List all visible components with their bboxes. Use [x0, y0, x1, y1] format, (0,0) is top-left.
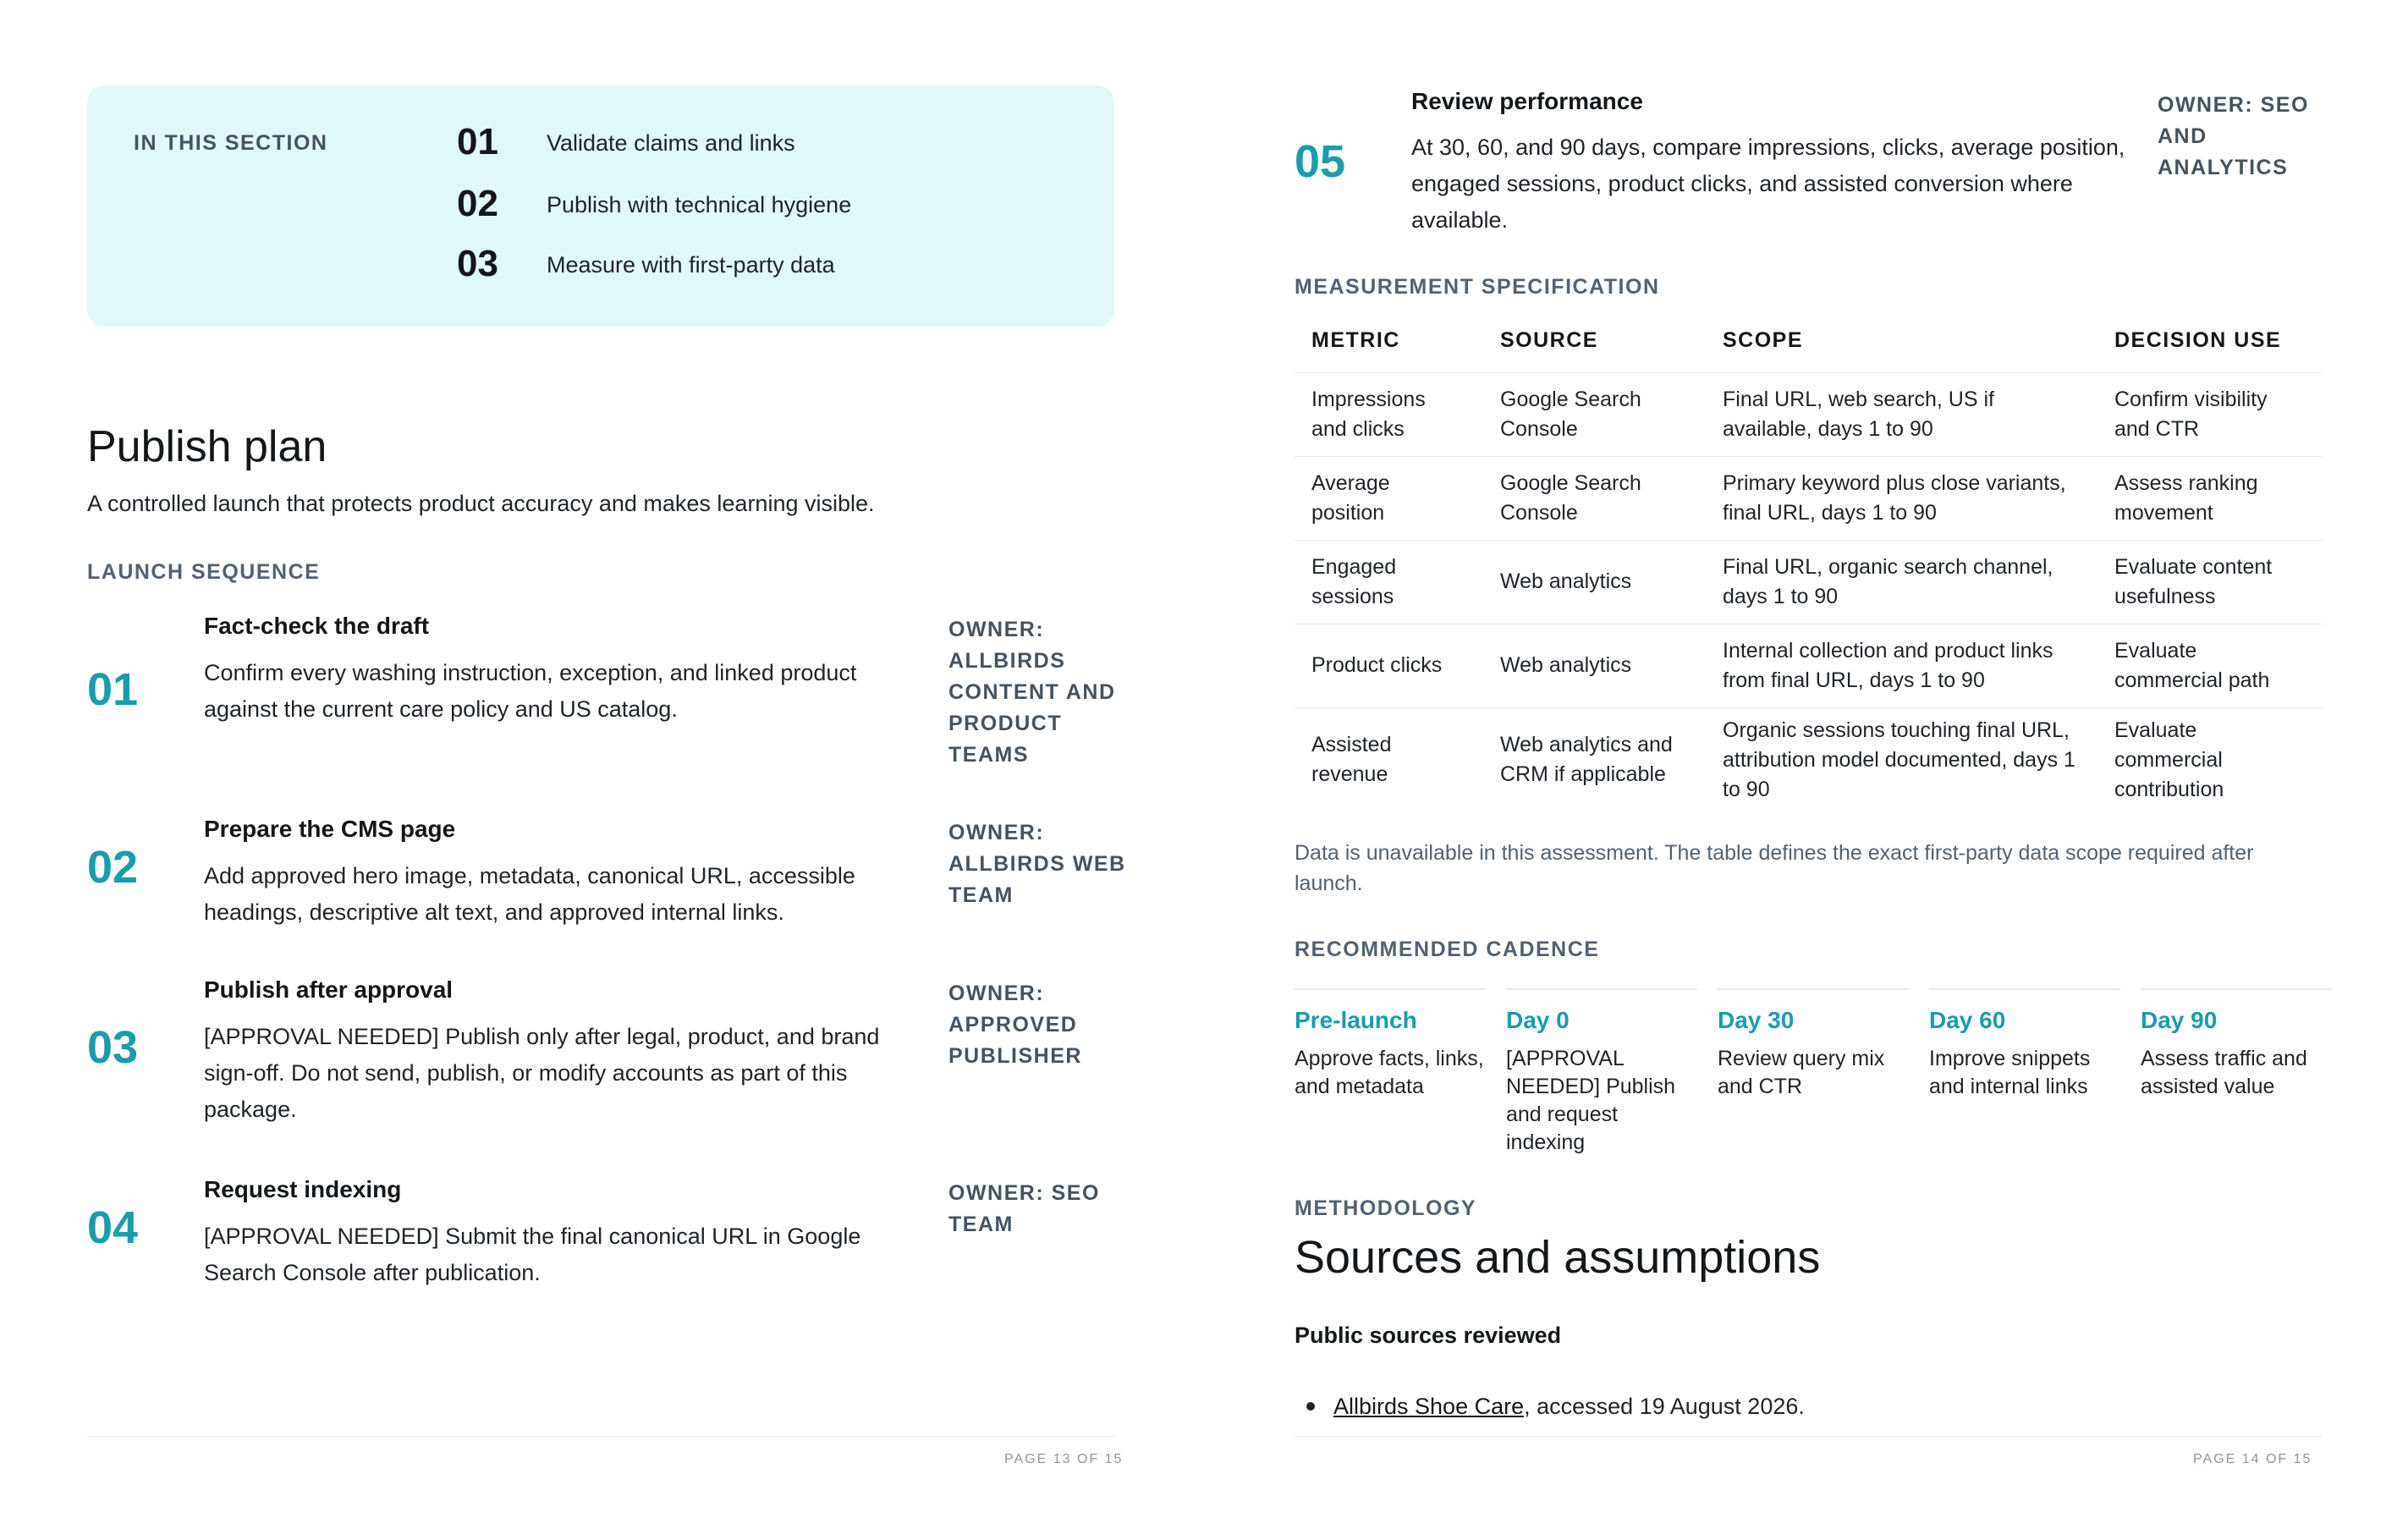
page-title: Publish plan: [87, 422, 327, 471]
cadence-text: [APPROVAL NEEDED] Publish and request indexing: [1506, 1047, 1676, 1154]
table-header-row: [1295, 318, 2322, 372]
section-title: Sources and assumptions: [1295, 1232, 1821, 1283]
measurement-table: [1295, 318, 2322, 812]
in-this-section-label: IN THIS SECTION: [134, 131, 328, 155]
table-row: [1295, 372, 2322, 456]
table-row: [1295, 624, 2322, 707]
table-row: [1295, 456, 2322, 540]
toc-number: 03: [457, 243, 498, 284]
step-owner: OWNER: SEO TEAM: [948, 1181, 1100, 1236]
page-14: [1193, 0, 2386, 1540]
step-title: Review performance: [1411, 88, 1643, 114]
table-cell: Assess ranking movement: [2097, 456, 2322, 540]
cadence-item: [1295, 988, 1486, 1098]
footer-divider: [1295, 1436, 2322, 1437]
table-cell: Web analytics: [1483, 624, 1706, 707]
toc-text: Validate claims and links: [547, 130, 795, 156]
toc-number: 01: [457, 121, 498, 162]
step-owner: OWNER: SEO AND ANALYTICS: [2158, 93, 2309, 179]
step-title: Publish after approval: [204, 976, 454, 1003]
step-body: [APPROVAL NEEDED] Publish only after legal, product, and brand sign-off. Do not send, publish, or modify accounts as part of this package.: [204, 1024, 880, 1122]
step-number: 01: [87, 664, 139, 715]
step-body: Confirm every washing instruction, exception, and linked product against the current care policy and US catalog.: [204, 660, 857, 722]
sources-subheading: Public sources reviewed: [1295, 1323, 1562, 1348]
recommended-cadence-label: RECOMMENDED CADENCE: [1295, 938, 1600, 961]
cadence-label: Day 90: [2141, 1007, 2218, 1033]
table-cell: Assisted revenue: [1311, 733, 1392, 787]
launch-sequence-label: LAUNCH SEQUENCE: [87, 560, 321, 584]
cadence-label: Day 0: [1506, 1007, 1570, 1033]
table-cell: Product clicks: [1295, 624, 1483, 707]
table-cell: Primary keyword plus close variants, final URL, days 1 to 90: [1706, 456, 2097, 540]
step-number: 02: [87, 842, 139, 893]
data-availability-note: Data is unavailable in this assessment. The table defines the exact first-party data scope required after launch.: [1295, 841, 2254, 895]
source-link[interactable]: Allbirds Shoe Care: [1333, 1394, 1525, 1419]
cadence-text: Approve facts, links, and metadata: [1295, 1047, 1484, 1098]
cadence-label: Day 30: [1718, 1007, 1795, 1033]
table-cell: Google Search Console: [1483, 372, 1706, 456]
table-cell: Final URL, organic search channel, days 1 to 90: [1706, 540, 2097, 624]
table-cell: Evaluate content usefulness: [2097, 540, 2322, 624]
table-row: [1295, 707, 2322, 812]
column-header-decision-use: DECISION USE: [2097, 318, 2322, 372]
step-body: Add approved hero image, metadata, canonical URL, accessible headings, descriptive alt text, and approved internal links.: [204, 863, 855, 925]
cadence-text: Review query mix and CTR: [1718, 1047, 1885, 1098]
step-owner: OWNER: APPROVED PUBLISHER: [948, 982, 1082, 1068]
table-cell: Google Search Console: [1483, 456, 1706, 540]
source-list-item: [1295, 1394, 1805, 1420]
table-cell: Engaged sessions: [1295, 540, 1483, 624]
step-body: At 30, 60, and 90 days, compare impressions, clicks, average position, engaged sessions, product clicks, and assisted conversion where available.: [1411, 135, 2125, 233]
column-header-metric: METRIC: [1295, 318, 1483, 372]
cadence-item: [2141, 988, 2332, 1098]
step-number: 05: [1295, 136, 1346, 187]
column-header-source: SOURCE: [1483, 318, 1706, 372]
toc-number: 02: [457, 183, 498, 224]
table-cell: Web analytics and CRM if applicable: [1500, 733, 1673, 787]
page-number: PAGE 14 OF 15: [2193, 1452, 2312, 1466]
table-cell: Web analytics: [1483, 540, 1706, 624]
step-owner: OWNER: ALLBIRDS CONTENT AND PRODUCT TEAMS: [948, 618, 1116, 767]
step-number: 04: [87, 1202, 139, 1253]
cadence-item: [1718, 988, 1909, 1098]
in-this-section-box: [87, 85, 1114, 327]
footer-divider: [87, 1436, 1114, 1437]
table-row: [1295, 540, 2322, 624]
methodology-label: METHODOLOGY: [1295, 1196, 1477, 1220]
table-cell: Evaluate commercial contribution: [2114, 718, 2224, 801]
table-cell: Evaluate commercial path: [2097, 624, 2322, 707]
step-body: [APPROVAL NEEDED] Submit the final canonical URL in Google Search Console after publication.: [204, 1224, 861, 1285]
bullet-icon: [1306, 1402, 1315, 1411]
cadence-text: Improve snippets and internal links: [1929, 1047, 2091, 1098]
cadence-label: Day 60: [1929, 1007, 2006, 1033]
cadence-item: [1929, 988, 2120, 1098]
step-owner: OWNER: ALLBIRDS WEB TEAM: [948, 821, 1126, 907]
toc-text: Publish with technical hygiene: [547, 192, 852, 217]
table-cell: Organic sessions touching final URL, attribution model documented, days 1 to 90: [1723, 718, 2075, 801]
table-cell: Impressions and clicks: [1295, 372, 1483, 456]
table-cell: Average position: [1295, 456, 1483, 540]
table-cell: Internal collection and product links from final URL, days 1 to 90: [1706, 624, 2097, 707]
step-title: Fact-check the draft: [204, 613, 430, 639]
source-accessed-text: , accessed 19 August 2026.: [1524, 1394, 1805, 1419]
cadence-label: Pre-launch: [1295, 1007, 1417, 1033]
page-lead: A controlled launch that protects product accuracy and makes learning visible.: [87, 491, 875, 516]
toc-text: Measure with first-party data: [547, 252, 835, 278]
page-number: PAGE 13 OF 15: [1004, 1452, 1124, 1466]
table-cell: Confirm visibility and CTR: [2097, 372, 2322, 456]
cadence-text: Assess traffic and assisted value: [2141, 1047, 2307, 1098]
table-cell: Final URL, web search, US if available, days 1 to 90: [1706, 372, 2097, 456]
step-number: 03: [87, 1022, 139, 1073]
step-title: Prepare the CMS page: [204, 816, 456, 842]
column-header-scope: SCOPE: [1706, 318, 2097, 372]
step-title: Request indexing: [204, 1176, 402, 1202]
cadence-item: [1506, 988, 1697, 1154]
measurement-spec-label: MEASUREMENT SPECIFICATION: [1295, 275, 1660, 299]
